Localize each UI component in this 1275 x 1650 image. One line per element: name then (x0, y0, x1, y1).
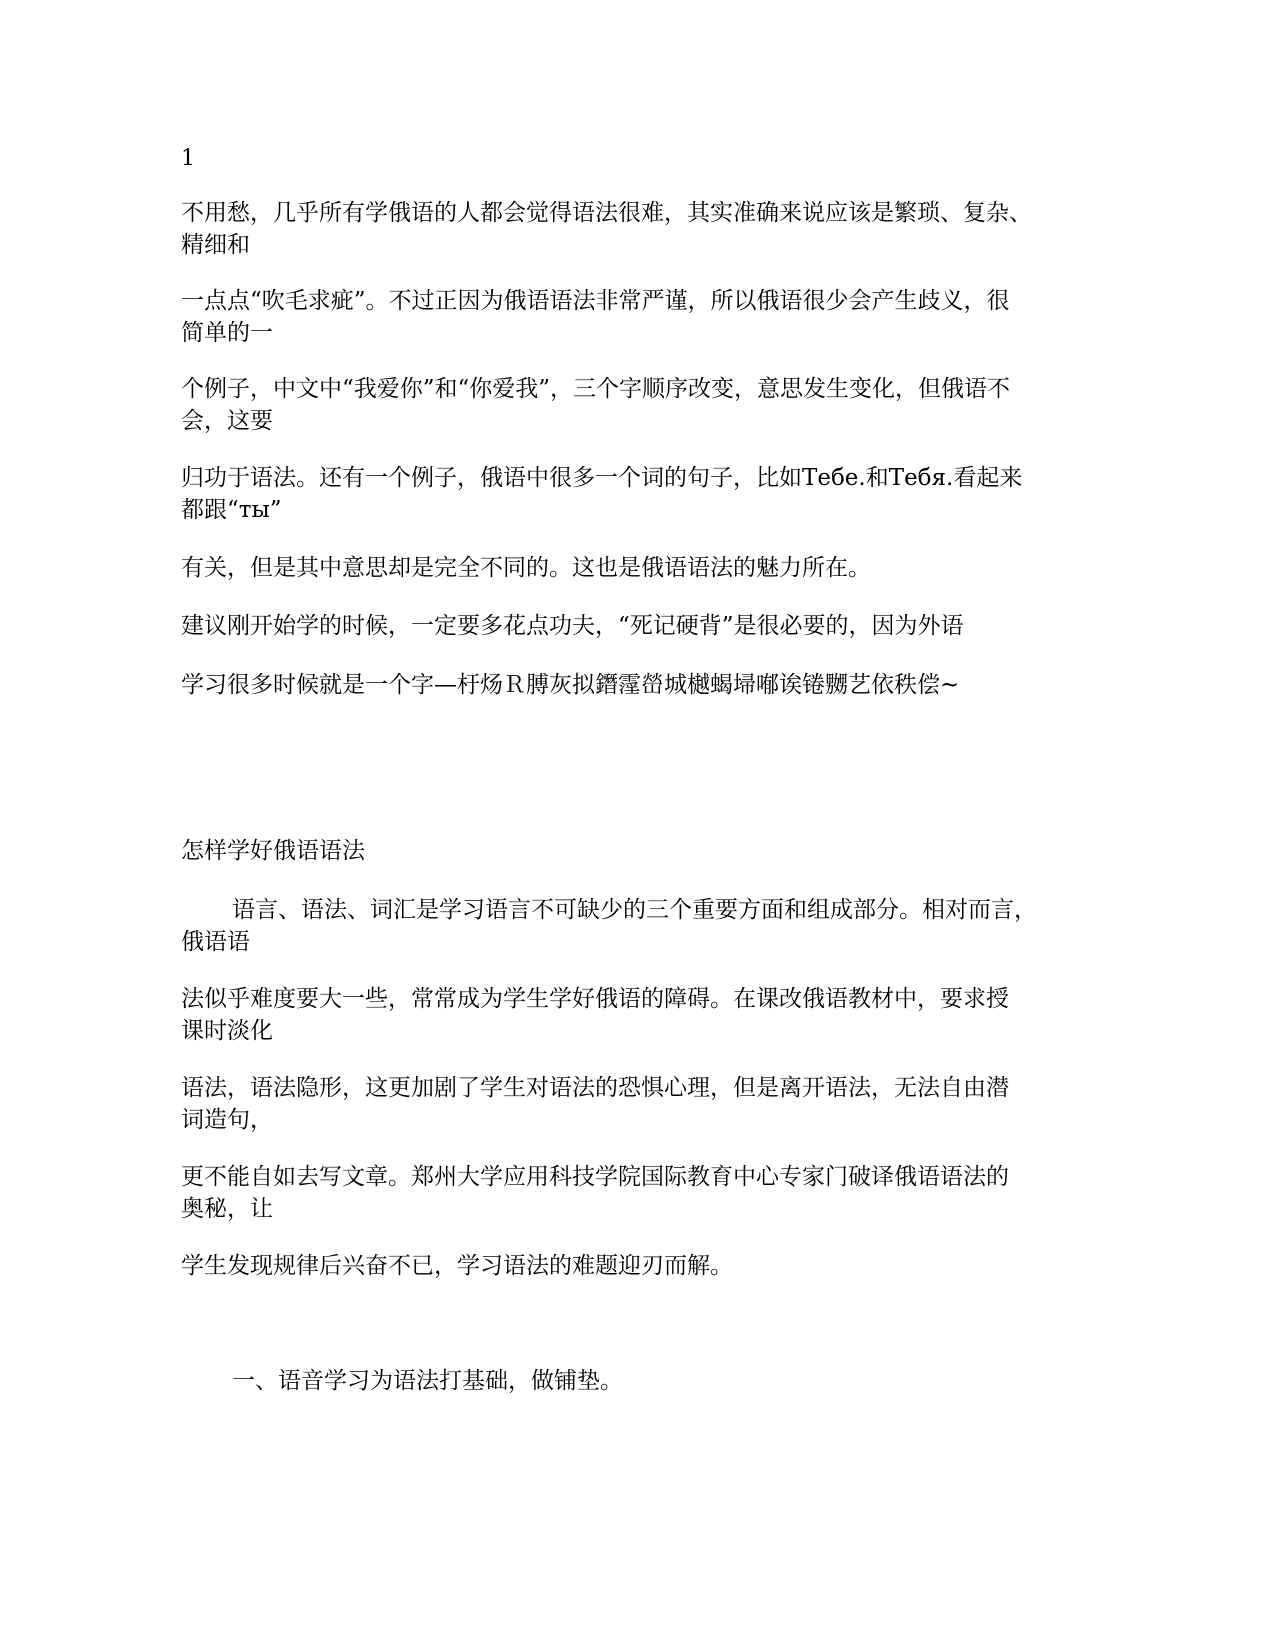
paragraph-line: 更不能自如去写文章。郑州大学应用科技学院国际教育中心专家门破译俄语语法的 (181, 1164, 1009, 1190)
paragraph-line: 奥秘，让 (181, 1196, 273, 1222)
paragraph-line: 语言、语法、词汇是学习语言不可缺少的三个重要方面和组成部分。相对而言， (232, 897, 1037, 923)
paragraph-line: 会，这要 (181, 408, 273, 434)
paragraph-line: 学生发现规律后兴奋不已，学习语法的难题迎刃而解。 (181, 1253, 733, 1279)
paragraph-line: 归功于语法。还有一个例子，俄语中很多一个词的句子，比如Тебе.和Тебя.看起来 (181, 465, 1023, 491)
paragraph-line: 词造句， (181, 1107, 273, 1133)
article-title: 怎样学好俄语语法 (181, 838, 365, 864)
paragraph-line: 建议刚开始学的时候，一定要多花点功夫，“死记硬背”是很必要的，因为外语 (181, 613, 964, 639)
paragraph-line: 个例子，中文中“我爱你”和“你爱我”，三个字顺序改变，意思发生变化，但俄语不 (181, 376, 1011, 402)
paragraph-line: 简单的一 (181, 320, 273, 346)
paragraph-line: 课时淡化 (181, 1018, 273, 1044)
paragraph-line: 一点点“吹毛求疵”。不过正因为俄语语法非常严谨，所以俄语很少会产生歧义，很 (181, 288, 1010, 314)
section-heading: 一、语音学习为语法打基础，做铺垫。 (232, 1368, 623, 1394)
paragraph-line: 法似乎难度要大一些，常常成为学生学好俄语的障碍。在课改俄语教材中，要求授 (181, 986, 1009, 1012)
paragraph-line: 精细和 (181, 232, 250, 258)
paragraph-line: 都跟“ты” (181, 497, 282, 523)
paragraph-line: 有关，但是其中意思却是完全不同的。这也是俄语语法的魅力所在。 (181, 555, 871, 581)
paragraph-line: 学习很多时候就是一个字—杅炀Ｒ膊灰拟鐕霪嵤城樾蝎埽喐诶锩嬲艺依秩偿~ (181, 672, 960, 698)
paragraph-line: 俄语语 (181, 929, 250, 955)
paragraph-line: 语法，语法隐形，这更加剧了学生对语法的恐惧心理，但是离开语法，无法自由潜 (181, 1075, 1009, 1101)
paragraph-line: 不用愁，几乎所有学俄语的人都会觉得语法很难，其实准确来说应该是繁琐、复杂、 (181, 200, 1032, 226)
page-number: 1 (181, 146, 195, 171)
